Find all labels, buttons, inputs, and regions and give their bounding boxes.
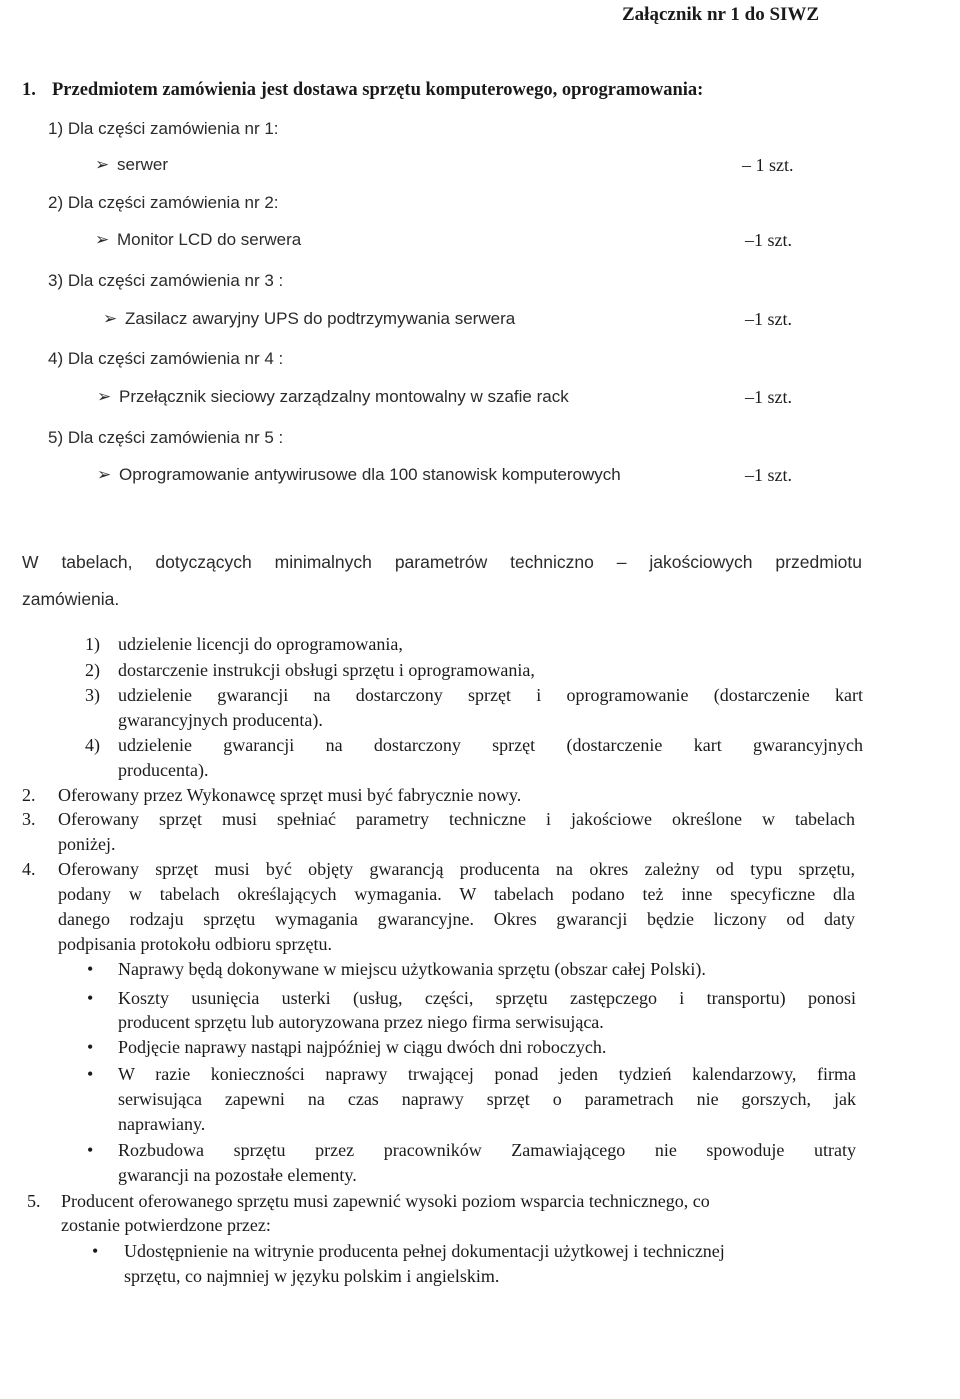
- bullet-text: Rozbudowa sprzętu przez pracowników Zamawiającego nie spowoduje utraty: [118, 1140, 856, 1160]
- point-text: Oferowany sprzęt musi spełniać parametry techniczne i jakościowe określone w tabelach: [58, 809, 855, 829]
- point-number: 3.: [22, 809, 36, 829]
- part-item-text: serwer: [117, 155, 169, 174]
- part-qty: –1 szt.: [745, 465, 792, 485]
- point-text: podpisania protokołu odbioru sprzętu.: [58, 934, 332, 954]
- bullet-icon: •: [87, 1064, 94, 1084]
- numbered-text: udzielenie gwarancji na dostarczony sprzęt i oprogramowanie (dostarczenie kart: [118, 685, 863, 705]
- bullet-text: serwisująca zapewni na czas naprawy sprzęt o parametrach nie gorszych, jak: [118, 1089, 856, 1109]
- part-item: [97, 465, 621, 485]
- part-item: [97, 387, 569, 407]
- numbered-text: producenta).: [118, 760, 209, 780]
- bullet-text: naprawiany.: [118, 1114, 206, 1134]
- tables-note-line: W tabelach, dotyczących minimalnych parametrów techniczno – jakościowych przedmiotu: [22, 552, 862, 572]
- annex-header: Załącznik nr 1 do SIWZ: [622, 4, 820, 25]
- point-text: Oferowany przez Wykonawcę sprzęt musi być fabrycznie nowy.: [58, 785, 522, 805]
- numbered-marker: 3): [85, 685, 100, 705]
- tables-note-line: zamówienia.: [22, 589, 120, 609]
- point-text: danego rodzaju sprzętu wymagania gwarancyjne. Okres gwarancji będzie liczony od daty: [58, 909, 855, 929]
- bullet-text: Udostępnienie na witrynie producenta pełnej dokumentacji użytkowej i technicznej: [124, 1241, 725, 1261]
- numbered-text: udzielenie licencji do oprogramowania,: [118, 634, 403, 654]
- arrow-icon: ➢: [95, 230, 110, 249]
- numbered-text: udzielenie gwarancji na dostarczony sprzęt (dostarczenie kart gwarancyjnych: [118, 735, 863, 755]
- point-text: Producent oferowanego sprzętu musi zapewnić wysoki poziom wsparcia technicznego, co: [61, 1191, 710, 1211]
- numbered-marker: 1): [85, 634, 100, 654]
- arrow-icon: ➢: [97, 465, 112, 484]
- arrow-icon: ➢: [97, 387, 112, 406]
- point-number: 5.: [27, 1191, 41, 1211]
- arrow-icon: ➢: [103, 309, 118, 328]
- point-text: poniżej.: [58, 834, 116, 854]
- point-text: zostanie potwierdzone przez:: [61, 1215, 271, 1235]
- bullet-text: W razie konieczności naprawy trwającej ponad jeden tydzień kalendarzowy, firma: [118, 1064, 856, 1084]
- bullet-text: sprzętu, co najmniej w języku polskim i angielskim.: [124, 1266, 500, 1286]
- bullet-text: Koszty usunięcia usterki (usług, części, sprzętu zastępczego i transportu) ponosi: [118, 988, 856, 1008]
- part-item: [103, 309, 515, 329]
- part-qty: –1 szt.: [745, 309, 792, 329]
- point-number: 2.: [22, 785, 36, 805]
- bullet-icon: •: [87, 1037, 94, 1057]
- bullet-text: Naprawy będą dokonywane w miejscu użytkowania sprzętu (obszar całej Polski).: [118, 959, 706, 979]
- part-label: 1) Dla części zamówienia nr 1:: [48, 119, 279, 138]
- bullet-text: producent sprzętu lub autoryzowana przez niego firma serwisująca.: [118, 1012, 604, 1032]
- numbered-text: dostarczenie instrukcji obsługi sprzętu i oprogramowania,: [118, 660, 535, 680]
- point-number: 4.: [22, 859, 36, 879]
- point-text: podany w tabelach określających wymagania. W tabelach podano też inne specyficzne dla: [58, 884, 855, 904]
- bullet-icon: •: [92, 1241, 99, 1261]
- part-qty: –1 szt.: [745, 387, 792, 407]
- part-item-text: Oprogramowanie antywirusowe dla 100 stanowisk komputerowych: [119, 465, 621, 484]
- part-label: 2) Dla części zamówienia nr 2:: [48, 193, 279, 212]
- part-item-text: Monitor LCD do serwera: [117, 230, 302, 249]
- section-number: 1.: [22, 80, 36, 100]
- bullet-icon: •: [87, 1140, 94, 1160]
- section-title: Przedmiotem zamówienia jest dostawa sprzętu komputerowego, oprogramowania:: [52, 80, 704, 100]
- part-item: [95, 230, 301, 250]
- part-item-text: Przełącznik sieciowy zarządzalny montowalny w szafie rack: [119, 387, 569, 406]
- arrow-icon: ➢: [95, 155, 110, 174]
- bullet-icon: •: [87, 988, 94, 1008]
- part-label: 5) Dla części zamówienia nr 5 :: [48, 428, 284, 447]
- numbered-marker: 4): [85, 735, 100, 755]
- part-item-text: Zasilacz awaryjny UPS do podtrzymywania serwera: [125, 309, 516, 328]
- part-qty: – 1 szt.: [742, 155, 794, 175]
- numbered-text: gwarancyjnych producenta).: [118, 710, 323, 730]
- part-qty: –1 szt.: [745, 230, 792, 250]
- part-label: 4) Dla części zamówienia nr 4 :: [48, 349, 284, 368]
- numbered-marker: 2): [85, 660, 100, 680]
- point-text: Oferowany sprzęt musi być objęty gwarancją producenta na okres zależny od typu sprzętu,: [58, 859, 855, 879]
- bullet-text: Podjęcie naprawy nastąpi najpóźniej w ciągu dwóch dni roboczych.: [118, 1037, 607, 1057]
- bullet-icon: •: [87, 959, 94, 979]
- part-item: [95, 155, 168, 175]
- bullet-text: gwarancji na pozostałe elementy.: [118, 1165, 357, 1185]
- part-label: 3) Dla części zamówienia nr 3 :: [48, 271, 284, 290]
